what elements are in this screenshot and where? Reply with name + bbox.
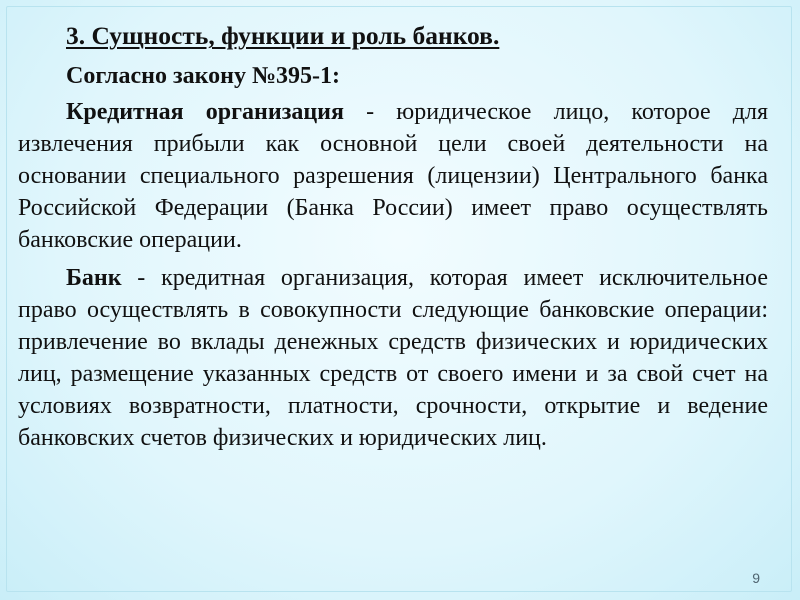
definition-credit-organization — [18, 96, 768, 256]
definition-text-credit-organization: - юридическое лицо, которое для извлечения прибыли как основной цели своей деятельности на основании специального разрешения (лицензии) Центрального банка Российской Федерации (Банка России) имеет право осуществлять банковские операции. — [18, 99, 768, 253]
term-credit-organization: Кредитная организация — [66, 99, 344, 125]
definition-text-bank: - кредитная организация, которая имеет исключительное право осуществлять в совокупности следующие банковские операции: привлечение во вклады денежных средств физических и юридических лиц, размещение указанных средств от своего имени и за свой счет на условиях возвратности, платности, срочности, открытие и ведение банковских счетов физических и юридических лиц. — [18, 265, 768, 451]
slide-title: 3. Сущность, функции и роль банков. — [66, 21, 500, 50]
law-reference: Согласно закону №395-1: — [66, 63, 341, 89]
term-bank: Банк — [66, 265, 122, 291]
page-number: 9 — [752, 570, 760, 586]
slide-content — [18, 18, 768, 454]
definition-bank — [18, 262, 768, 454]
